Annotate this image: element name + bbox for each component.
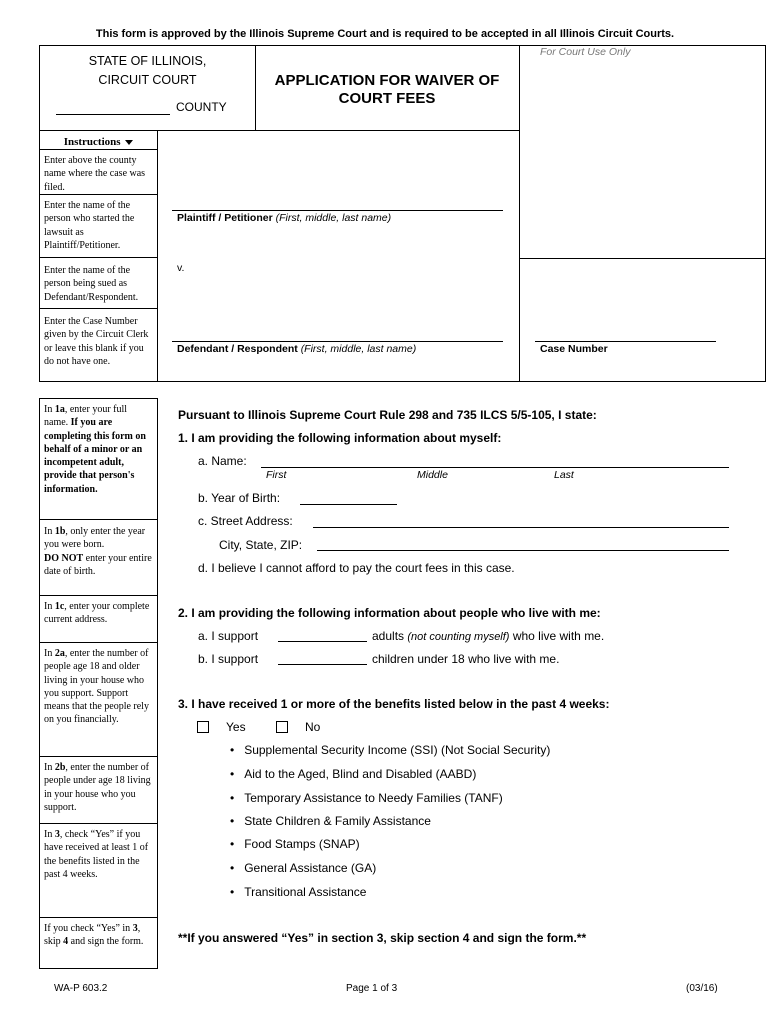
question-1-heading: 1. I am providing the following information about myself: (178, 431, 502, 445)
defendant-label (177, 343, 416, 355)
skip-section-note: **If you answered “Yes” in section 3, skip section 4 and sign the form.** (178, 931, 587, 945)
page-number: Page 1 of 3 (346, 983, 398, 994)
help-3-text-a: In (44, 829, 55, 840)
county-input-line[interactable] (56, 114, 170, 115)
approval-notice: This form is approved by the Illinois Supreme Court and is required to be accepted in all Illinois Circuit Courts. (95, 28, 675, 40)
name-label: a. Name: (198, 454, 247, 468)
support-children-suffix: children under 18 who live with me. (372, 652, 560, 666)
help-4-text-d: 4 (63, 936, 69, 948)
cannot-afford-statement: d. I believe I cannot afford to pay the court fees in this case. (198, 561, 515, 575)
instruction-text-1: Enter above the county name where the case was filed. (44, 155, 146, 193)
circuit-court-label: CIRCUIT COURT (98, 73, 197, 87)
help-box-1c (39, 595, 158, 643)
help-2a-text-a: In (44, 648, 55, 659)
support-adults-input-line[interactable] (278, 641, 367, 642)
help-4-text-a: If you check “Yes” in (44, 923, 133, 934)
help-1c-text-b: 1c (54, 601, 65, 612)
plaintiff-label-text: Plaintiff / Petitioner (177, 212, 273, 224)
name-last-caption: Last (554, 469, 574, 481)
help-box-4 (39, 917, 158, 969)
help-1b-text-c: , only enter the year you were born. (44, 526, 146, 551)
question-3-heading: 3. I have received 1 or more of the benefits listed below in the past 4 weeks: (178, 697, 610, 711)
triangle-down-icon (125, 140, 133, 145)
county-label: COUNTY (176, 100, 227, 114)
help-3-text-c: , check “Yes” if you have received at least 1 of the benefits listed in the past 4 weeks. (44, 829, 149, 880)
court-use-label: For Court Use Only (540, 46, 631, 58)
benefit-ga: General Assistance (GA) (244, 861, 377, 875)
name-first-caption: First (266, 469, 287, 481)
state-court-label (40, 52, 255, 90)
benefit-item: • Aid to the Aged, Blind and Disabled (AABD) (230, 767, 477, 781)
year-of-birth-input-line[interactable] (300, 504, 397, 505)
help-1c-text-c: , enter your complete current address. (44, 601, 150, 626)
benefit-ssi: Supplemental Security Income (SSI) (Not Social Security) (244, 743, 551, 757)
help-2b-text-a: In (44, 762, 55, 773)
street-address-input-line[interactable] (313, 527, 729, 528)
plaintiff-hint: (First, middle, last name) (275, 212, 392, 224)
instruction-text-3: Enter the name of the person being sued as Defendant/Respondent. (44, 265, 139, 303)
name-input-line[interactable] (261, 467, 729, 468)
help-1a-text-a: In (44, 404, 55, 415)
help-2b-text-c: , enter the number of people under age 18 living in your house who you support. (44, 762, 151, 813)
help-2b-text-b: 2b (54, 762, 66, 773)
benefit-item: • General Assistance (GA) (230, 861, 377, 875)
help-1a-text-c: , enter your full name. (44, 404, 128, 429)
support-adults-label: a. I support (198, 629, 259, 643)
defendant-label-text: Defendant / Respondent (177, 343, 298, 355)
help-1b-text-a: In (44, 526, 55, 537)
help-1b-text-d: DO NOT (44, 552, 84, 564)
city-state-zip-label: City, State, ZIP: (219, 538, 303, 552)
help-1c-text-a: In (44, 601, 55, 612)
versus-label: v. (177, 262, 185, 274)
instructions-heading[interactable] (41, 136, 156, 148)
benefit-transitional: Transitional Assistance (244, 885, 367, 899)
help-box-1b (39, 519, 158, 596)
defendant-hint: (First, middle, last name) (300, 343, 417, 355)
instructions-heading-text: Instructions (63, 136, 121, 148)
title-line-2: COURT FEES (338, 90, 436, 107)
court-use-divider (519, 258, 766, 259)
question-2-heading: 2. I am providing the following information about people who live with me: (178, 606, 601, 620)
help-4-text-c: , skip (44, 923, 141, 948)
instruction-text-2: Enter the name of the person who started the lawsuit as Plaintiff/Petitioner. (44, 200, 135, 251)
plaintiff-label (177, 212, 391, 224)
help-box-2b (39, 756, 158, 824)
benefit-state-children: State Children & Family Assistance (244, 814, 431, 828)
help-1a-text-d: If you are completing this form on behalf of a minor or an incompetent adult, provide that person's information. (44, 417, 146, 495)
case-number-label-text: Case Number (540, 343, 608, 355)
help-box-3 (39, 823, 158, 918)
year-of-birth-label: b. Year of Birth: (198, 491, 281, 505)
caption-divider-v2 (519, 45, 520, 382)
benefit-item: • Temporary Assistance to Needy Families (TANF) (230, 791, 503, 805)
plaintiff-input-line[interactable] (172, 210, 503, 211)
case-number-input-line[interactable] (535, 341, 716, 342)
yes-checkbox[interactable] (197, 721, 209, 733)
help-box-1a (39, 398, 158, 520)
title-line-1: APPLICATION FOR WAIVER OF (274, 72, 500, 89)
live-with-me-text: who live with me. (512, 629, 605, 643)
help-1b-text-e: enter your entire date of birth. (44, 552, 152, 577)
help-1b-text-b: 1b (54, 526, 66, 537)
state-label: STATE OF ILLINOIS, (88, 54, 207, 68)
benefit-tanf: Temporary Assistance to Needy Families (TANF) (244, 791, 503, 805)
help-2a-text-b: 2a (54, 648, 65, 659)
instruction-text-4: Enter the Case Number given by the Circuit Clerk or leave this blank if you do not have one. (44, 316, 149, 367)
benefit-item: • Supplemental Security Income (SSI) (Not Social Security) (230, 743, 551, 757)
help-box-2a (39, 642, 158, 757)
benefit-snap: Food Stamps (SNAP) (244, 837, 360, 851)
help-2a-text-c: , enter the number of people age 18 and older living in your house who you support. Support means that the people rely on you financially. (44, 648, 149, 726)
no-label: No (305, 720, 321, 734)
case-number-label (540, 343, 608, 355)
benefit-item: • Food Stamps (SNAP) (230, 837, 360, 851)
help-1a-text-b: 1a (54, 404, 65, 415)
not-counting-myself-note: (not counting myself) (407, 631, 510, 643)
caption-divider (39, 130, 520, 131)
no-checkbox[interactable] (276, 721, 288, 733)
revision-date: (03/16) (686, 983, 718, 994)
page-title (256, 72, 518, 108)
city-state-zip-input-line[interactable] (317, 550, 729, 551)
pursuant-statement: Pursuant to Illinois Supreme Court Rule 298 and 735 ILCS 5/5-105, I state: (178, 408, 597, 422)
support-children-input-line[interactable] (278, 664, 367, 665)
defendant-input-line[interactable] (172, 341, 503, 342)
benefit-item: • Transitional Assistance (230, 885, 367, 899)
yes-label: Yes (226, 720, 246, 734)
street-address-label: c. Street Address: (198, 514, 293, 528)
adults-text: adults (372, 629, 405, 643)
support-children-label: b. I support (198, 652, 259, 666)
help-4-text-b: 3 (132, 923, 138, 934)
benefit-item: • State Children & Family Assistance (230, 814, 431, 828)
support-adults-suffix (372, 629, 604, 643)
benefit-aabd: Aid to the Aged, Blind and Disabled (AABD) (244, 767, 477, 781)
form-id: WA-P 603.2 (54, 983, 108, 994)
help-3-text-b: 3 (54, 829, 60, 840)
name-middle-caption: Middle (417, 469, 448, 481)
help-4-text-e: and sign the form. (68, 936, 144, 948)
